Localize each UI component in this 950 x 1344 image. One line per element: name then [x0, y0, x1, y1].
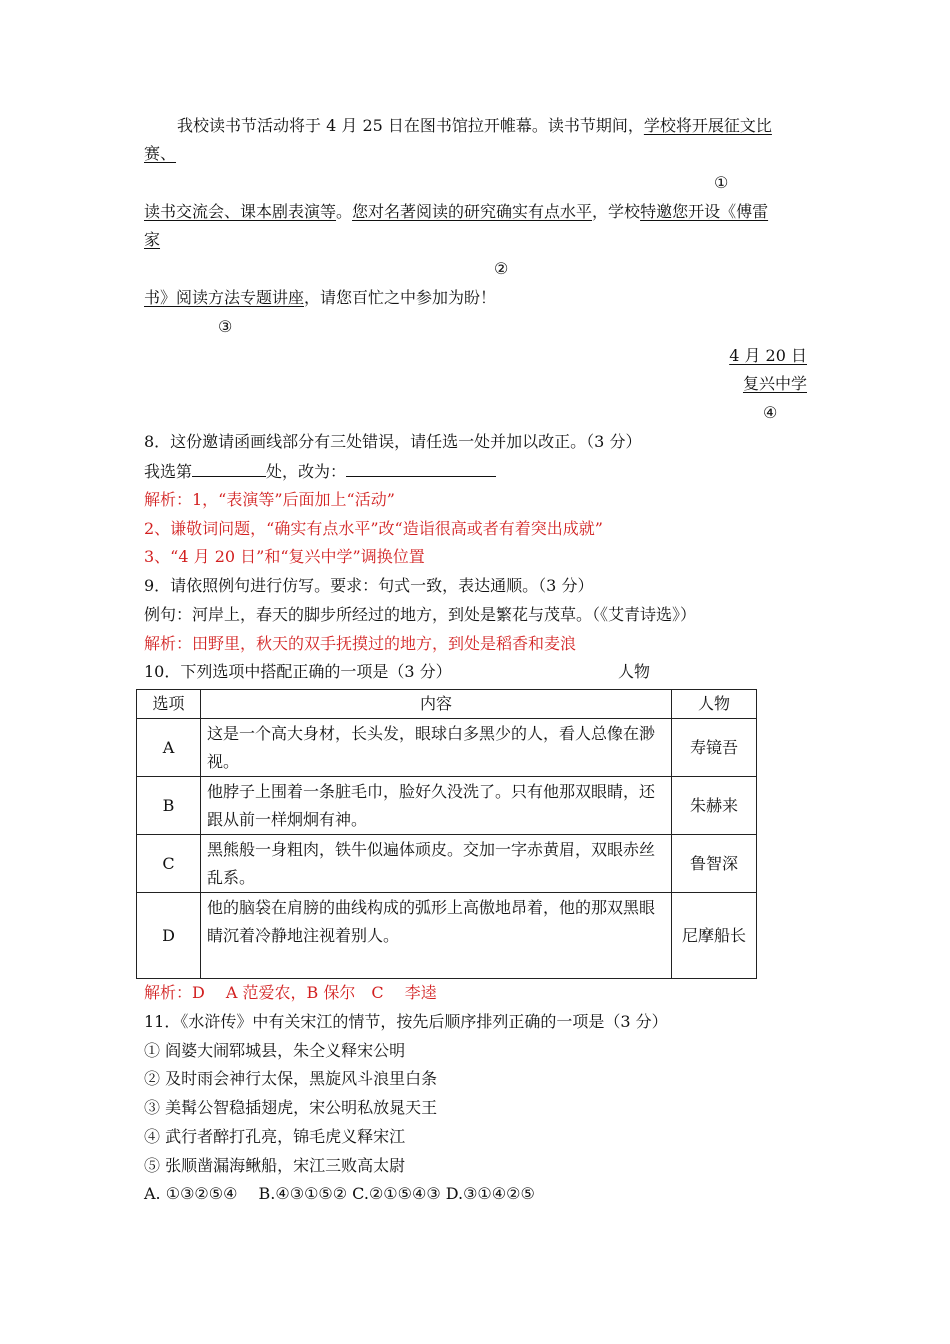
- list-item: ① 阎婆大闹郓城县，朱仝义释宋公明: [144, 1041, 406, 1060]
- q9-question: 9．请依照例句进行仿写。要求：句式一致，表达通顺。（3 分）: [144, 576, 594, 595]
- header-option: 选项: [137, 690, 201, 719]
- row-person: 寿镜吾: [672, 719, 757, 777]
- row-option: A: [137, 719, 201, 777]
- row-person: 鲁智深: [672, 835, 757, 893]
- error-marker-3: ③: [218, 317, 233, 336]
- q8-answer-line: 我选第 处，改为：: [144, 460, 496, 483]
- letter-line-1: [177, 115, 772, 137]
- blank-position-field[interactable]: [192, 460, 266, 477]
- list-item: ② 及时雨会神行太保，黑旋风斗浪里白条: [144, 1069, 438, 1088]
- header-content: 内容: [201, 690, 672, 719]
- underlined-text: 书》阅读方法专题讲座: [144, 288, 305, 307]
- row-content: 他的脑袋在肩膀的曲线构成的弧形上高傲地昂着，他的那双黑眼睛沉着冷静地注视着别人。: [201, 893, 672, 979]
- q9-example: 例句：河岸上，春天的脚步所经过的地方，到处是繁花与茂草。（《艾青诗选》）: [144, 605, 697, 624]
- error-marker-2: ②: [494, 259, 509, 278]
- row-option: B: [137, 777, 201, 835]
- table-row: [137, 719, 757, 777]
- row-person: 朱赫来: [672, 777, 757, 835]
- error-marker-1: ①: [714, 173, 729, 192]
- letter-line-5: 书》阅读方法专题讲座，请您百忙之中参加为盼！: [144, 288, 497, 307]
- q10-stray-label: 人物: [618, 662, 651, 681]
- q8-analysis-1: 解析：1，“表演等”后面加上“活动”: [144, 490, 395, 509]
- underlined-text: 学校将开展征文比: [643, 116, 772, 135]
- q10-analysis: 解析：D A 范爱农，B 保尔 C 李逵: [144, 983, 437, 1002]
- row-option: D: [137, 893, 201, 979]
- q11-options: A. ①③②⑤④ B.④③①⑤② C.②①⑤④③ D.③①④②⑤: [144, 1184, 535, 1203]
- letter-line-3: 读书交流会、课本剧表演等。您对名著阅读的研究确实有点水平，学校特邀您开设《傅雷: [144, 202, 769, 221]
- row-content: 黑熊般一身粗肉，铁牛似遍体顽皮。交加一字赤黄眉，双眼赤丝乱系。: [201, 835, 672, 893]
- row-content: 他脖子上围着一条脏毛巾，脸好久没洗了。只有他那双眼睛，还跟从前一样炯炯有神。: [201, 777, 672, 835]
- q8-analysis-2: 2、谦敬词问题，“确实有点水平”改“造诣很高或者有着突出成就”: [144, 519, 603, 538]
- letter-signature: 复兴中学: [742, 374, 807, 393]
- q9-analysis: 解析：田野里，秋天的双手抚摸过的地方，到处是稻香和麦浪: [144, 634, 577, 653]
- letter-line-4: 家: [144, 230, 161, 249]
- options-table: [136, 689, 757, 979]
- q8-question: 8．这份邀请函画线部分有三处错误，请任选一处并加以改正。（3 分）: [144, 432, 642, 451]
- blank-correction-field[interactable]: [346, 460, 496, 477]
- q11-question: 11．《水浒传》中有关宋江的情节，按先后顺序排列正确的一项是（3 分）: [144, 1012, 668, 1031]
- list-item: ④ 武行者醉打孔亮，锦毛虎义释宋江: [144, 1127, 406, 1146]
- error-marker-4: ④: [763, 403, 778, 422]
- letter-line-2: 赛、: [144, 144, 177, 163]
- table-row: [137, 777, 757, 835]
- table-header-row: [137, 690, 757, 719]
- list-item: ③ 美髯公智稳插翅虎，宋公明私放晁天王: [144, 1098, 438, 1117]
- header-person: 人物: [672, 690, 757, 719]
- q8-analysis-3: 3、“4 月 20 日”和“复兴中学”调换位置: [144, 547, 425, 566]
- row-person: 尼摩船长: [672, 893, 757, 979]
- underlined-text: 您对名著阅读的研究确实有点水平: [352, 202, 593, 221]
- letter-text: 我校读书节活动将于 4 月 25 日在图书馆拉开帷幕。读书节期间，: [177, 116, 644, 135]
- row-content: 这是一个高大身材，长头发，眼球白多黑少的人，看人总像在渺视。: [201, 719, 672, 777]
- row-option: C: [137, 835, 201, 893]
- table-row: [137, 893, 757, 979]
- underlined-text: 读书交流会、课本剧表演等: [144, 202, 337, 221]
- table-row: [137, 835, 757, 893]
- list-item: ⑤ 张顺凿漏海鳅船，宋江三败高太尉: [144, 1156, 406, 1175]
- q10-question: 10．下列选项中搭配正确的一项是（3 分）: [144, 662, 452, 681]
- underlined-text: 特邀您开设《傅雷: [640, 202, 769, 221]
- letter-date: 4 月 20 日: [729, 346, 807, 365]
